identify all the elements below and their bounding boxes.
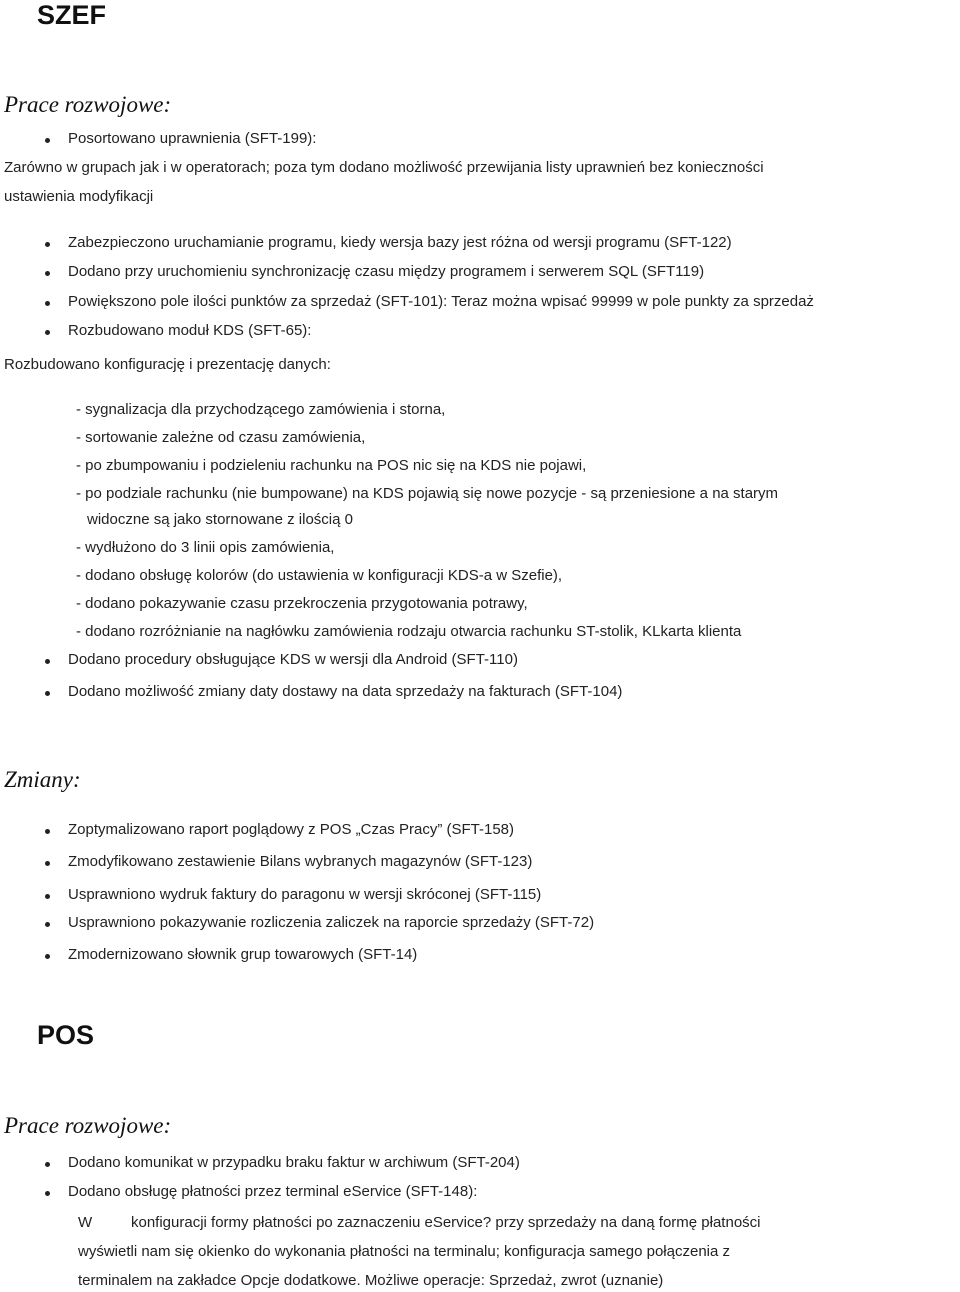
bullet-icon bbox=[45, 861, 50, 866]
kds-point: - dodano obsługę kolorów (do ustawienia w konfiguracji KDS-a w Szefie), bbox=[76, 567, 563, 584]
section-title-szef: SZEF bbox=[37, 0, 107, 30]
bullet-icon bbox=[45, 829, 50, 834]
szef-item-delivery-date: Dodano możliwość zmiany daty dostawy na data sprzedaży na fakturach (SFT-104) bbox=[68, 683, 623, 700]
bullet-icon bbox=[45, 922, 50, 927]
kds-point: - sygnalizacja dla przychodzącego zamówienia i storna, bbox=[76, 401, 446, 418]
kds-point: - po zbumpowaniu i podzieleniu rachunku na POS nic się na KDS nie pojawi, bbox=[76, 457, 587, 474]
section-title-pos: POS bbox=[37, 1020, 95, 1050]
kds-point: - po podziale rachunku (nie bumpowane) na KDS pojawią się nowe pozycje - są przeniesione a na starym bbox=[76, 485, 779, 502]
bullet-icon bbox=[45, 138, 50, 143]
szef-item-android: Dodano procedury obsługujące KDS w wersji dla Android (SFT-110) bbox=[68, 651, 518, 668]
change-item: Zmodyfikowano zestawienie Bilans wybranych magazynów (SFT-123) bbox=[68, 853, 533, 870]
dev-heading-szef: Prace rozwojowe: bbox=[4, 92, 172, 117]
szef-item-version-check: Zabezpieczono uruchamianie programu, kiedy wersja bazy jest różna od wersji programu (SFT-122) bbox=[68, 234, 732, 251]
kds-point: - dodano pokazywanie czasu przekroczenia przygotowania potrawy, bbox=[76, 595, 528, 612]
bullet-icon bbox=[45, 691, 50, 696]
szef-item-kds: Rozbudowano moduł KDS (SFT-65): bbox=[68, 322, 312, 339]
changes-heading: Zmiany: bbox=[4, 767, 81, 792]
pos-item-invoice-message: Dodano komunikat w przypadku braku faktur w archiwum (SFT-204) bbox=[68, 1154, 520, 1171]
bullet-icon bbox=[45, 271, 50, 276]
pos-desc-line: konfiguracji formy płatności po zaznaczeniu eService? przy sprzedaży na daną formę płatności bbox=[131, 1214, 761, 1231]
bullet-icon bbox=[45, 894, 50, 899]
bullet-icon bbox=[45, 301, 50, 306]
pos-desc-w: W bbox=[78, 1214, 93, 1231]
bullet-icon bbox=[45, 954, 50, 959]
szef-item-time-sync: Dodano przy uruchomieniu synchronizację czasu między programem i serwerem SQL (SFT119) bbox=[68, 263, 705, 280]
kds-point-continuation: widoczne są jako stornowane z ilością 0 bbox=[87, 511, 353, 528]
change-item: Usprawniono pokazywanie rozliczenia zaliczek na raporcie sprzedaży (SFT-72) bbox=[68, 914, 595, 931]
szef-item-permissions: Posortowano uprawnienia (SFT-199): bbox=[68, 130, 317, 147]
szef-item-kds-desc: Rozbudowano konfigurację i prezentację danych: bbox=[4, 356, 331, 373]
bullet-icon bbox=[45, 659, 50, 664]
bullet-icon bbox=[45, 242, 50, 247]
bullet-icon bbox=[45, 1191, 50, 1196]
dev-heading-pos: Prace rozwojowe: bbox=[4, 1113, 172, 1138]
szef-item-permissions-desc-1: Zarówno w grupach jak i w operatorach; poza tym dodano możliwość przewijania listy uprawnień bez konieczności bbox=[4, 159, 764, 176]
pos-desc-line: wyświetli nam się okienko do wykonania płatności na terminalu; konfiguracja samego połączenia z bbox=[78, 1243, 731, 1260]
kds-point: - dodano rozróżnianie na nagłówku zamówienia rodzaju otwarcia rachunku ST-stolik, KLkarta klienta bbox=[76, 623, 742, 640]
change-item: Zmodernizowano słownik grup towarowych (SFT-14) bbox=[68, 946, 418, 963]
szef-item-permissions-desc-2: ustawienia modyfikacji bbox=[4, 188, 154, 205]
change-item: Usprawniono wydruk faktury do paragonu w wersji skróconej (SFT-115) bbox=[68, 886, 542, 903]
kds-point: - wydłużono do 3 linii opis zamówienia, bbox=[76, 539, 335, 556]
change-item: Zoptymalizowano raport poglądowy z POS „Czas Pracy” (SFT-158) bbox=[68, 821, 514, 838]
pos-desc-line: terminalem na zakładce Opcje dodatkowe. Możliwe operacje: Sprzedaż, zwrot (uznanie) bbox=[78, 1272, 664, 1289]
bullet-icon bbox=[45, 1162, 50, 1167]
bullet-icon bbox=[45, 330, 50, 335]
pos-item-eservice: Dodano obsługę płatności przez terminal eService (SFT-148): bbox=[68, 1183, 478, 1200]
kds-point: - sortowanie zależne od czasu zamówienia, bbox=[76, 429, 366, 446]
szef-item-points-field: Powiększono pole ilości punktów za sprzedaż (SFT-101): Teraz można wpisać 99999 w pole punkty za sprzedaż bbox=[68, 293, 814, 310]
